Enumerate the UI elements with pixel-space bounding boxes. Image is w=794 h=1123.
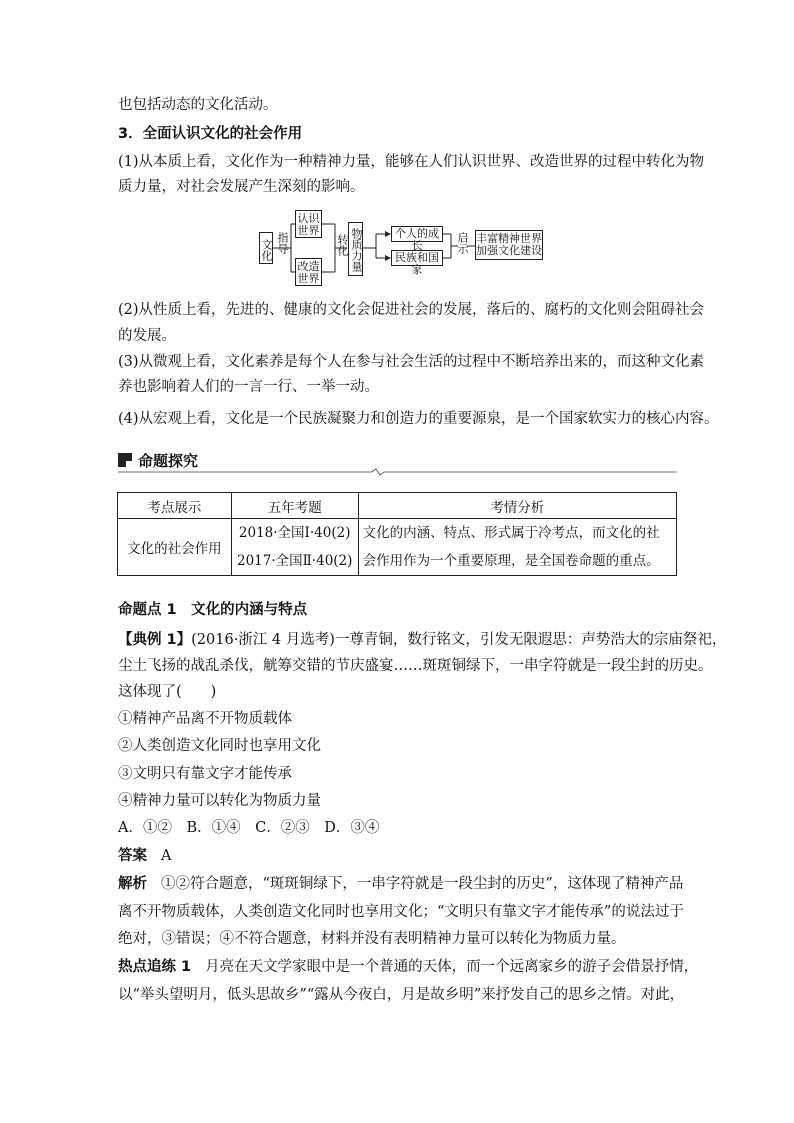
analysis-label: 解析 (118, 876, 147, 892)
table-header: 五年考题 (231, 493, 358, 519)
choices: A．①② B．①④ C．②③ D．③④ (118, 820, 380, 836)
diagram-know-world-box: 认识世界 (295, 210, 322, 238)
table-header: 考情分析 (358, 493, 676, 519)
text-line: (4)从宏观上看，文化是一个民族凝聚力和创造力的重要源泉，是一个国家软实力的核心内容。 (118, 411, 719, 427)
section-divider (0, 468, 794, 476)
point-label: 命题点 1 文化的内涵与特点 (118, 602, 308, 618)
stem-text: (2016·浙江 4 月选考)一尊青铜，数行铭文，引发无限遐思：声势浩大的宗庙祭祀， (191, 632, 727, 648)
analysis-line (118, 874, 683, 894)
diagram-material-power-box: 物质力量 (348, 222, 363, 276)
example-stem (118, 630, 726, 650)
text-line: (2)从性质上看，先进的、健康的文化会促进社会的发展，落后的、腐朽的文化则会阻碍社会 (118, 302, 705, 318)
culture-diagram (255, 210, 555, 286)
diagram-transform-label: 转化 (336, 234, 349, 256)
text-line: 也包括动态的文化活动。 (118, 97, 278, 113)
diagram-result-box (475, 230, 543, 260)
answer-line (118, 846, 171, 866)
diagram-inspire-label: 启示 (456, 232, 469, 254)
diagram-strengthen: 加强文化建设 (476, 244, 542, 257)
text-line: 绝对，③错误；④不符合题意，材料并没有表明精神力量可以转化为物质力量。 (118, 931, 626, 947)
option: ②人类创造文化同时也享用文化 (118, 738, 321, 754)
text-line: 尘土飞扬的战乱杀伐，觥筹交错的节庆盛宴……斑斑铜绿下，一串字符就是一段尘封的历史。 (118, 658, 713, 674)
text-line: 这体现了( ) (118, 684, 217, 700)
table-row (118, 519, 677, 576)
square-bullet-icon (118, 453, 132, 467)
answer-label: 答案 (118, 848, 147, 864)
section-title: 命题探究 (138, 452, 199, 470)
text-line: (3)从微观上看，文化素养是每个人在参与社会生活的过程中不断培养出来的，而这种文化素 (118, 354, 705, 370)
text-line: 的发展。 (118, 328, 176, 344)
text-line: (1)从本质上看，文化作为一种精神力量，能够在人们认识世界、改造世界的过程中转化为物 (118, 154, 705, 170)
diagram-nation-box: 民族和国家 (391, 250, 443, 266)
text-line: 以“举头望明月，低头思故乡”“露从今夜白，月是故乡明”来抒发自己的思乡之情。对此， (118, 987, 685, 1003)
diagram-personal-growth-box: 个人的成长 (391, 226, 443, 242)
text-line: 质力量，对社会发展产生深刻的影响。 (118, 179, 365, 195)
year-entry: 2017·全国Ⅱ·40(2) (236, 553, 353, 569)
diagram-rich-spirit: 丰富精神世界 (476, 232, 542, 245)
analysis-text: ①②符合题意，“斑斑铜绿下，一串字符就是一段尘封的历史”，这体现了精神产品 (161, 876, 684, 892)
example-tag: 【典例 1】 (118, 632, 192, 648)
table-header: 考点展示 (118, 493, 232, 519)
heading-social-role: 3．全面认识文化的社会作用 (118, 126, 303, 142)
table-cell-topic: 文化的社会作用 (118, 519, 232, 576)
exam-table (117, 492, 677, 576)
year-entry: 2018·全国Ⅰ·40(2) (238, 525, 351, 541)
option: ④精神力量可以转化为物质力量 (118, 793, 321, 809)
diagram-change-world-box: 改造世界 (295, 258, 322, 286)
diagram-guide-label: 指导 (276, 232, 289, 254)
text-line: 离不开物质载体，人类创造文化同时也享用文化；“文明只有靠文字才能传承”的说法过于 (118, 904, 684, 920)
option: ①精神产品离不开物质载体 (118, 711, 292, 727)
hot-practice-line (118, 957, 698, 977)
diagram-culture-box: 文化 (259, 232, 273, 264)
table-cell-analysis: 文化的内涵、特点、形式属于冷考点，而文化的社会作用作为一个重要原理，是全国卷命题的重点。 (358, 519, 676, 576)
hot-text: 月亮在天文学家眼中是一个普通的天体，而一个远离家乡的游子会借景抒情， (205, 959, 699, 975)
option: ③文明只有靠文字才能传承 (118, 766, 292, 782)
hot-label: 热点追练 1 (118, 959, 192, 975)
table-header-row (118, 493, 677, 519)
table-cell-years (231, 519, 358, 576)
answer-value: A (161, 848, 172, 864)
text-line: 养也影响着人们的一言一行、一举一动。 (118, 379, 379, 395)
